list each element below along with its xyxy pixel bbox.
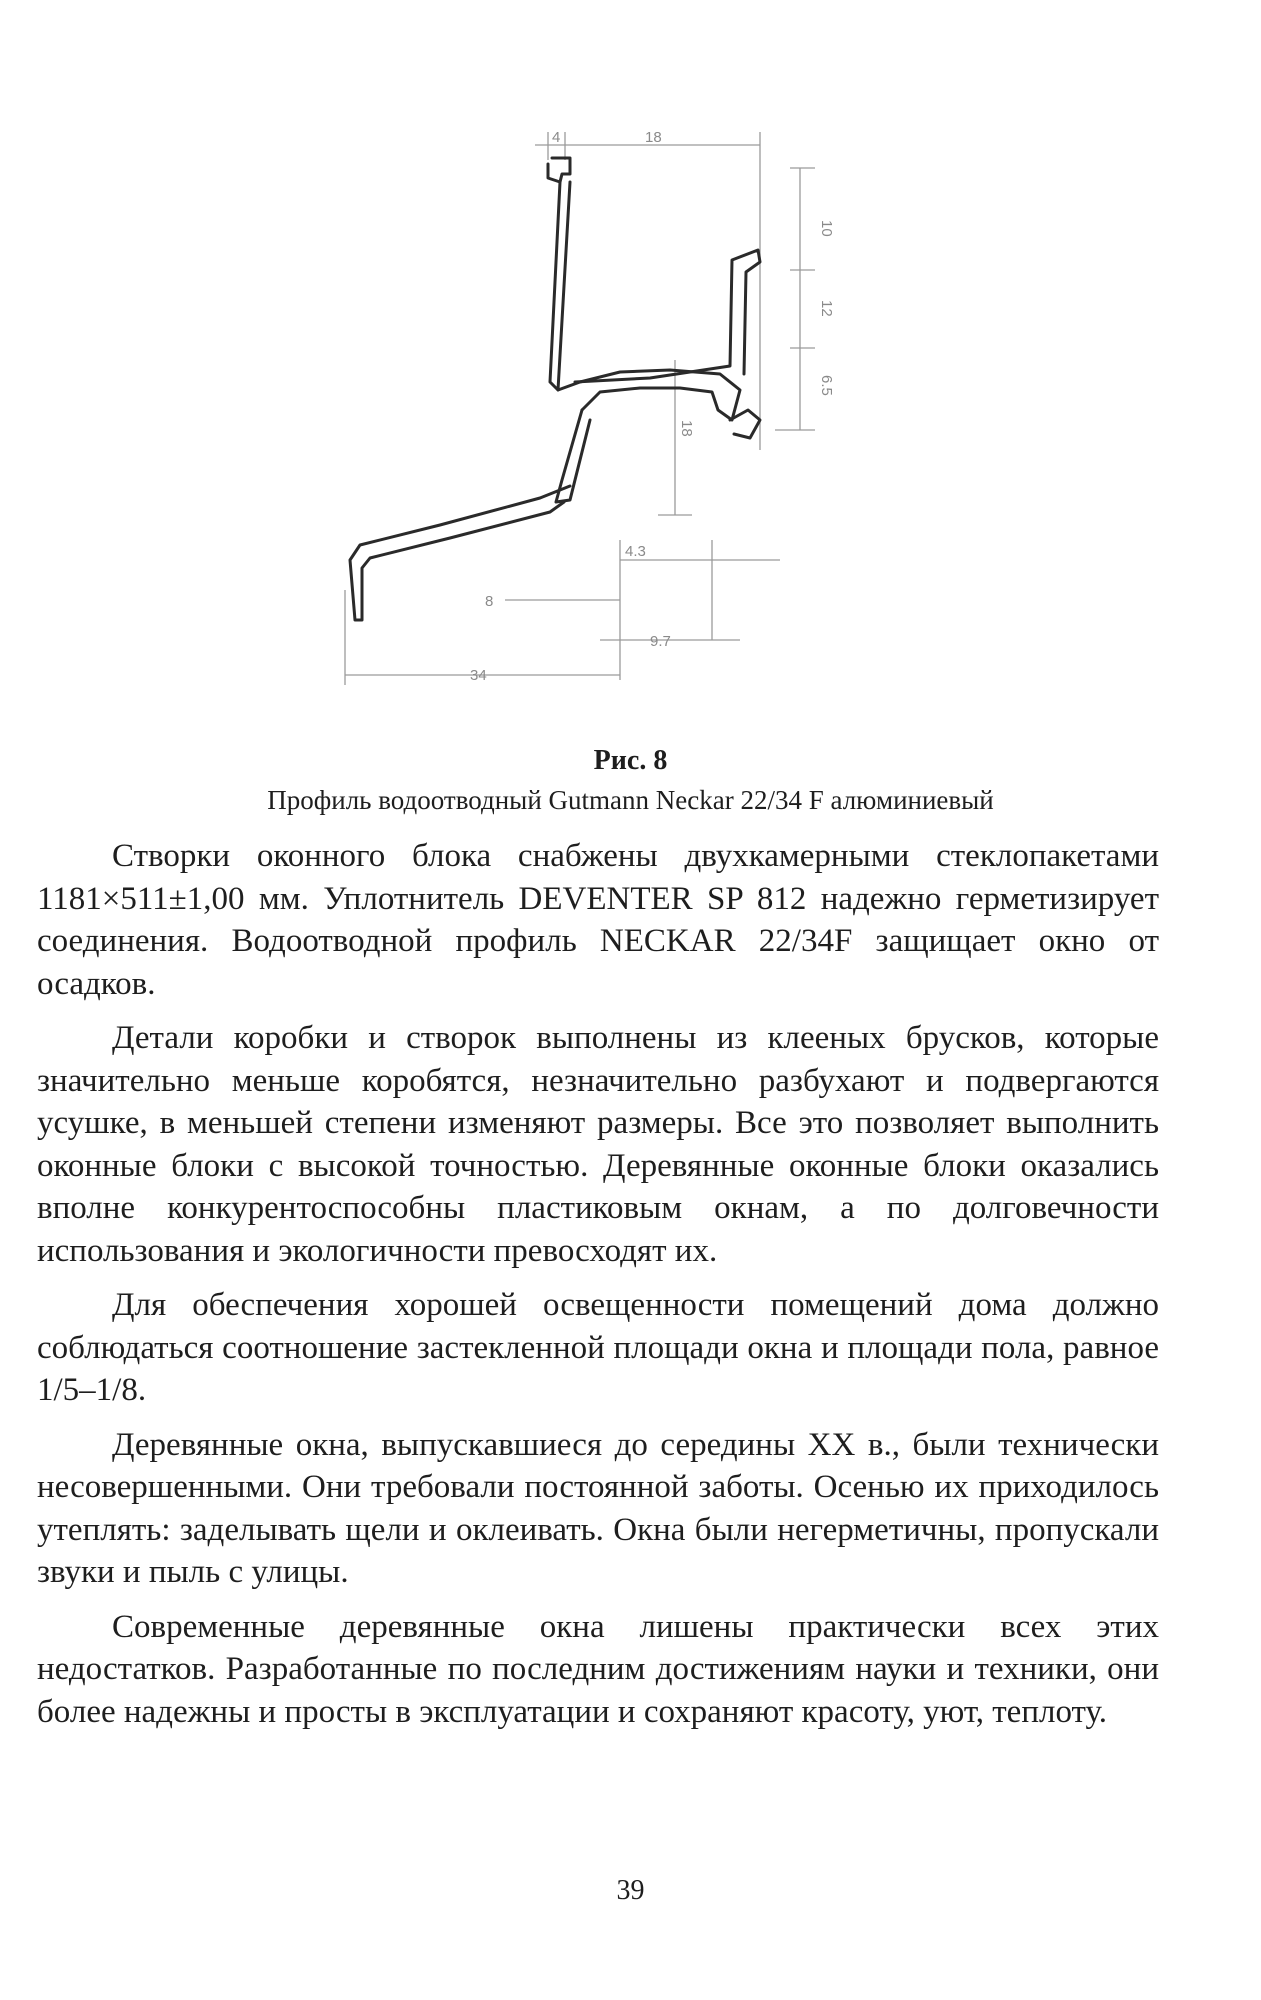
profile-drawing — [320, 120, 840, 710]
paragraph-5: Современные деревянные окна лишены практически всех этих недостатков. Разработанные по последним достижениям науки и техники, они более надежны и просты в эксплуатации и сохраняют красоту, уют, теплоту. — [37, 1608, 1159, 1730]
label-6-5: 6.5 — [818, 375, 835, 396]
paragraph-3: Для обеспечения хорошей освещенности помещений дома должно соблюдаться соотношение застекленной площади окна и площади пола, равное 1/5–1/8. — [37, 1287, 1159, 1408]
right-flange-outline — [575, 250, 760, 382]
profile-cross-section-svg — [320, 120, 840, 710]
left-wall-outline — [550, 182, 570, 390]
label-18-mid: 18 — [678, 420, 695, 437]
label-34: 34 — [470, 667, 487, 684]
paragraph-1: Створки оконного блока снабжены двухкамерными стеклопакетами 1181×511±1,00 мм. Уплотнитель DEVENTER SP 812 надежно герметизирует соединения. Водоотводной профиль NECKAR 22/34F защищает окно от осадков. — [37, 838, 1159, 1002]
label-4: 4 — [552, 129, 561, 146]
body-text — [37, 835, 1159, 1745]
top-hook-outline — [548, 158, 570, 182]
label-10: 10 — [818, 220, 835, 237]
label-12: 12 — [818, 300, 835, 317]
label-9-7: 9.7 — [650, 633, 671, 650]
label-8: 8 — [485, 593, 494, 610]
paragraph-4: Деревянные окна, выпускавшиеся до середины XX в., были технически несовершенными. Они требовали постоянной заботы. Осенью их приходилось утеплять: заделывать щели и оклеивать. Окна были негерметичны, пропускали звуки и пыль с улицы. — [37, 1426, 1159, 1590]
paragraph-2: Детали коробки и створок выполнены из клееных брусков, которые значительно меньше коробятся, незначительно разбухают и подвергаются усушке, в меньшей степени изменяют размеры. Все это позволяет выполнить оконные блоки с высокой точностью. Деревянные оконные блоки оказались вполне конкурентоспособны пластиковым окнам, а по долговечности использования и экологичности превосходят их. — [37, 1020, 1159, 1269]
label-4-3: 4.3 — [625, 543, 646, 560]
label-18-top: 18 — [645, 129, 662, 146]
figure-caption-title: Рис. 8 — [593, 745, 668, 776]
page-number: 39 — [616, 1875, 645, 1906]
figure-caption-text: Профиль водоотводный Gutmann Neckar 22/34 F алюминиевый — [267, 785, 994, 815]
